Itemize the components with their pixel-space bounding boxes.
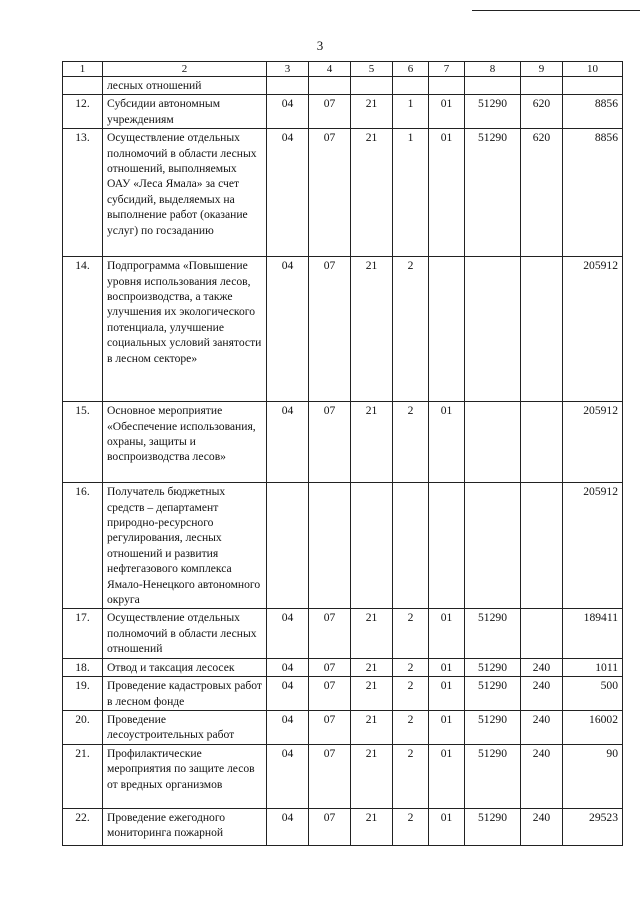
table-row [63, 658, 623, 676]
code-cell: 240 [521, 808, 563, 845]
row-description: Получатель бюджетных средств – департамент природно-ресурсного регулирования, лесных отношений и развития нефтегазового комплекса Ямало-Ненецкого автономного округа [103, 483, 267, 609]
column-header: 2 [103, 62, 267, 77]
row-description: Проведение лесоустроительных работ [103, 710, 267, 744]
code-cell [429, 483, 465, 609]
code-cell [521, 402, 563, 483]
code-cell: 1 [393, 95, 429, 129]
code-cell: 07 [309, 744, 351, 808]
code-cell: 620 [521, 95, 563, 129]
code-cell: 07 [309, 129, 351, 257]
code-cell [309, 77, 351, 95]
amount-cell: 205912 [563, 483, 623, 609]
code-cell [521, 609, 563, 658]
table-row [63, 744, 623, 808]
column-header: 4 [309, 62, 351, 77]
column-header: 1 [63, 62, 103, 77]
column-header: 10 [563, 62, 623, 77]
code-cell: 51290 [465, 95, 521, 129]
code-cell: 620 [521, 129, 563, 257]
code-cell: 51290 [465, 129, 521, 257]
table-row [63, 710, 623, 744]
code-cell: 01 [429, 658, 465, 676]
table-row [63, 483, 623, 609]
budget-table [62, 61, 623, 846]
code-cell: 2 [393, 710, 429, 744]
code-cell: 04 [267, 710, 309, 744]
amount-cell: 500 [563, 677, 623, 711]
column-header: 9 [521, 62, 563, 77]
code-cell: 51290 [465, 677, 521, 711]
row-number: 13. [63, 129, 103, 257]
column-header: 3 [267, 62, 309, 77]
amount-cell: 8856 [563, 129, 623, 257]
code-cell: 04 [267, 257, 309, 402]
code-cell [465, 483, 521, 609]
amount-cell: 205912 [563, 257, 623, 402]
table-row [63, 95, 623, 129]
table-body [63, 62, 623, 846]
code-cell: 04 [267, 677, 309, 711]
corner-rule [472, 10, 640, 11]
code-cell: 2 [393, 609, 429, 658]
code-cell: 51290 [465, 744, 521, 808]
code-cell [351, 77, 393, 95]
row-description: Подпрограмма «Повышение уровня использования лесов, воспроизводства, а также улучшения их экологического потенциала, улучшение социальных условий занятости в лесном секторе» [103, 257, 267, 402]
code-cell [521, 257, 563, 402]
code-cell: 07 [309, 710, 351, 744]
table-header-row [63, 62, 623, 77]
column-header: 8 [465, 62, 521, 77]
code-cell [521, 483, 563, 609]
code-cell: 2 [393, 808, 429, 845]
code-cell: 04 [267, 658, 309, 676]
code-cell: 1 [393, 129, 429, 257]
code-cell: 04 [267, 95, 309, 129]
code-cell: 01 [429, 744, 465, 808]
code-cell [267, 483, 309, 609]
row-number: 17. [63, 609, 103, 658]
code-cell: 07 [309, 808, 351, 845]
code-cell: 2 [393, 744, 429, 808]
row-description: Субсидии автономным учреждениям [103, 95, 267, 129]
code-cell: 21 [351, 609, 393, 658]
code-cell: 01 [429, 808, 465, 845]
amount-cell: 205912 [563, 402, 623, 483]
table-row [63, 257, 623, 402]
code-cell: 21 [351, 95, 393, 129]
row-number: 12. [63, 95, 103, 129]
row-description: Осуществление отдельных полномочий в области лесных отношений [103, 609, 267, 658]
row-number: 20. [63, 710, 103, 744]
code-cell: 01 [429, 609, 465, 658]
code-cell: 240 [521, 744, 563, 808]
code-cell: 01 [429, 710, 465, 744]
table-row [63, 129, 623, 257]
row-description: Отвод и таксация лесосек [103, 658, 267, 676]
row-description: лесных отношений [103, 77, 267, 95]
code-cell: 01 [429, 677, 465, 711]
code-cell: 240 [521, 658, 563, 676]
row-number: 16. [63, 483, 103, 609]
table-row [63, 609, 623, 658]
code-cell [521, 77, 563, 95]
amount-cell: 189411 [563, 609, 623, 658]
row-number [63, 77, 103, 95]
code-cell: 04 [267, 129, 309, 257]
code-cell: 07 [309, 609, 351, 658]
code-cell: 51290 [465, 658, 521, 676]
row-description: Основное мероприятие «Обеспечение использования, охраны, защиты и воспроизводства лесов» [103, 402, 267, 483]
code-cell: 51290 [465, 609, 521, 658]
code-cell: 51290 [465, 710, 521, 744]
code-cell: 21 [351, 744, 393, 808]
row-number: 15. [63, 402, 103, 483]
table-row [63, 402, 623, 483]
code-cell: 51290 [465, 808, 521, 845]
code-cell: 21 [351, 129, 393, 257]
code-cell: 01 [429, 129, 465, 257]
code-cell: 21 [351, 257, 393, 402]
code-cell: 21 [351, 808, 393, 845]
code-cell [267, 77, 309, 95]
row-description: Проведение ежегодного мониторинга пожарной [103, 808, 267, 845]
amount-cell: 8856 [563, 95, 623, 129]
amount-cell: 29523 [563, 808, 623, 845]
code-cell: 2 [393, 658, 429, 676]
code-cell: 07 [309, 257, 351, 402]
column-header: 7 [429, 62, 465, 77]
page-number: 3 [316, 38, 324, 53]
code-cell [465, 257, 521, 402]
code-cell: 07 [309, 677, 351, 711]
column-header: 5 [351, 62, 393, 77]
row-description: Проведение кадастровых работ в лесном фонде [103, 677, 267, 711]
code-cell: 07 [309, 402, 351, 483]
row-number: 18. [63, 658, 103, 676]
amount-cell: 16002 [563, 710, 623, 744]
code-cell [465, 402, 521, 483]
code-cell [429, 77, 465, 95]
row-number: 21. [63, 744, 103, 808]
code-cell: 21 [351, 710, 393, 744]
code-cell [465, 77, 521, 95]
code-cell: 04 [267, 609, 309, 658]
table-row [63, 808, 623, 845]
code-cell: 04 [267, 808, 309, 845]
table-row [63, 677, 623, 711]
code-cell: 21 [351, 402, 393, 483]
code-cell [429, 257, 465, 402]
code-cell [393, 483, 429, 609]
code-cell: 2 [393, 257, 429, 402]
amount-cell: 1011 [563, 658, 623, 676]
code-cell: 21 [351, 658, 393, 676]
code-cell: 01 [429, 402, 465, 483]
column-header: 6 [393, 62, 429, 77]
code-cell: 01 [429, 95, 465, 129]
code-cell: 240 [521, 677, 563, 711]
code-cell: 04 [267, 402, 309, 483]
code-cell: 2 [393, 677, 429, 711]
row-description: Осуществление отдельных полномочий в области лесных отношений, выполняемых ОАУ «Леса Ямала» за счет субсидий, выделяемых на выполнение работ (оказание услуг) по госзаданию [103, 129, 267, 257]
row-number: 14. [63, 257, 103, 402]
code-cell [351, 483, 393, 609]
row-description: Профилактические мероприятия по защите лесов от вредных организмов [103, 744, 267, 808]
code-cell: 07 [309, 95, 351, 129]
row-number: 22. [63, 808, 103, 845]
row-number: 19. [63, 677, 103, 711]
code-cell: 2 [393, 402, 429, 483]
amount-cell [563, 77, 623, 95]
code-cell: 07 [309, 658, 351, 676]
code-cell: 21 [351, 677, 393, 711]
table-row [63, 77, 623, 95]
code-cell [309, 483, 351, 609]
code-cell [393, 77, 429, 95]
amount-cell: 90 [563, 744, 623, 808]
code-cell: 04 [267, 744, 309, 808]
code-cell: 240 [521, 710, 563, 744]
